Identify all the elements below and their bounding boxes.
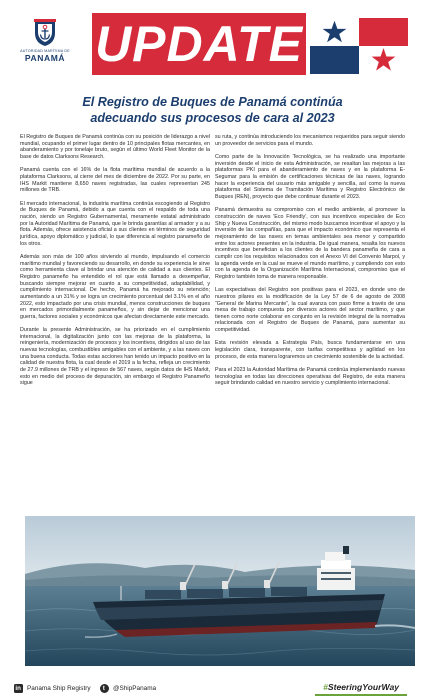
right-column bbox=[215, 134, 405, 394]
cargo-ship-image bbox=[25, 516, 415, 666]
paragraph: El Registro de Buques de Panamá continúa con su posición de liderazgo a nivel mundial, ocupando el primer lugar dentro de 10 principales flotas mercantes, en abanderamiento y por tonelaje bruto, según el último World Fleet Monitor de la base de datos Clarksons Research. bbox=[20, 134, 210, 160]
paragraph: El mercado internacional, la industria marítima continúa escogiendo al Registro de Buques de Panamá, debido a que cuenta con el respaldo de toda una nación, siendo un Registro Gubernamental, meramente estatal administrado por la Autoridad Marítima de Panamá, que le brinda garantías al armador y a su flota. Además, ofrece asistencia oficial a sus clientes en términos de seguridad jurídica, apoyo diplomático y judicial, lo que diferencia al registro panameño de los otros. bbox=[20, 200, 210, 247]
update-banner-text: UPDATE bbox=[95, 16, 303, 72]
linkedin-link[interactable] bbox=[14, 684, 91, 693]
hashtag-symbol: # bbox=[323, 682, 328, 692]
paragraph: Las expectativas del Registro son positivas para el 2023, en donde uno de nuestros pilares es la modificación de la Ley 57 de 6 de agosto de 2008 “General de Marina Mercante”, la cual avanza con paso firme a través de una mesa de trabajo compuesta por diversos actores del sector marítimo, y que tienen como norte colaborar en conjunto en la revisión integral de la normativa relacionada con el Registro de Buques de Panamá, para aumentar su competitividad. bbox=[215, 287, 405, 334]
hashtag-text: SteeringYourWay bbox=[327, 682, 399, 692]
logo bbox=[14, 18, 76, 76]
paragraph: Además son más de 100 años sirviendo al mundo, impulsando el comercio marítimo mundial y favoreciendo su desarrollo, en donde su experiencia le sirve como herramienta clave al brindar una atención de calidad a sus clientes. El Registro panameño ha entendido el rol que está llamado a desempeñar, buscando siempre mejorar en cuanto a su competitividad, adaptabilidad, y cumplimiento internacional. De hecho, Panamá ha mejorado su retención; aumentando a un 31% y se logra un crecimiento porcentual del 3.1% en el año 2022, esto impactado por una crisis mundial, menos construcciones de buques en mercados primordialmente panameños, y sin dejar de mencionar una guerra, factores sociales y económicos que afectan directamente este mercado. bbox=[20, 253, 210, 320]
article-title-line-1: El Registro de Buques de Panamá continúa bbox=[82, 95, 343, 109]
paragraph: su ruta, y continúa introduciendo los mecanismos requeridos para seguir siendo un proveedor de servicios para el mundo. bbox=[215, 134, 405, 147]
twitter-label: @ShipPanama bbox=[113, 685, 157, 692]
twitter-link[interactable] bbox=[100, 684, 156, 693]
anchor-shield-icon bbox=[30, 18, 60, 48]
article-title bbox=[40, 94, 385, 126]
panama-flag-icon bbox=[310, 18, 408, 74]
article-title-line-2: adecuando sus procesos de cara al 2023 bbox=[90, 111, 335, 125]
paragraph: Para el 2023 la Autoridad Marítima de Panamá continúa implementando nuevas tecnologías en todas las direcciones operativas del Registro, de esta manera seguir brindando calidad en nuestro servicio y cumplimiento internacional. bbox=[215, 367, 405, 387]
logo-subtitle: AUTORIDAD MARÍTIMA DE bbox=[20, 49, 70, 53]
twitter-icon bbox=[100, 684, 109, 693]
paragraph: Durante la presente Administración, se ha priorizado en el cumplimiento internacional, la digitalización junto con las mejoras de la plataforma, la reingeniería, modernización de procesos y los incentivos, dirigidos al uso de las nuevas tecnologías, combustibles amigables con el ambiente, y a las naves con una buena conducta. Todas estas acciones han tenido un impacto positivo en la calidad de nuestra flota, la cual desde el 2019 a la fecha, refleja un crecimiento de 27.9 millones de TRB y el ingreso de 567 naves, según datos de IHS Markit, esto en medio del proceso de depuración, sin embargo el Registro Panameño sigue bbox=[20, 327, 210, 387]
update-banner bbox=[92, 13, 306, 75]
linkedin-icon bbox=[14, 684, 23, 693]
linkedin-label: Panama Ship Registry bbox=[27, 685, 91, 692]
hashtag-badge bbox=[315, 679, 407, 696]
paragraph: Esta revisión elevada a Estrategia País, busca fundamentarse en una legislación clara, transparente, con tarifas competitivas y agilidad en los procesos, de esta manera lograremos un crecimiento sostenible de la actividad. bbox=[215, 340, 405, 360]
logo-title: PANAMÁ bbox=[24, 52, 66, 63]
paragraph: Panamá demuestra su compromiso con el medio ambiente, al promover la construcción de naves 'Eco Friendly', con sus incentivos especiales de Eco Ship y Nueva Construcción, del mismo modo buscamos incentivar el apoyo y la inversión de las compañías, para que el impacto económico que representa el mejoramiento de las naves en temas ambientales sea menor y compartido entre los actores presentes en la industria. De igual manera, resalta los nuevos incentivos que benefician a los clientes de la bandera panameña de cara a cumplir con los requisitos relacionados con el Anexo VI del Convenio Marpol, y la agenda verde en la cual se mueve el mundo marítimo, y cumpliendo con esto con la agenda de la Organización Marítima Internacional, compromiso que el Registro también toma de manera responsable. bbox=[215, 207, 405, 280]
header bbox=[0, 0, 425, 82]
left-column bbox=[20, 134, 210, 394]
paragraph: Panamá cuenta con el 16% de la flota marítima mundial de acuerdo a la plataforma Clarksons, al cierre del mes de diciembre de 2022. Por su parte, en IHS Markit mantiene 8,650 naves registradas, las cuales representan 245 millones de TRB. bbox=[20, 167, 210, 194]
paragraph: Como parte de la Innovación Tecnológica, se ha realizado una importante inversión desde el inicio de esta Administración, se resaltan las mejoras a las plataformas PKI para el abanderamiento de naves y en la plataforma E-Segumar para la emisión de certificaciones técnicas de las naves, logrando hacer la experiencia del usuario más amigable y sencilla, así como la nueva plataforma del Sistema de Tramitación Marítima y Registro Electrónico de Buques (REN), proyecto que debe continuar durante el 2023. bbox=[215, 154, 405, 200]
footer bbox=[0, 672, 425, 700]
